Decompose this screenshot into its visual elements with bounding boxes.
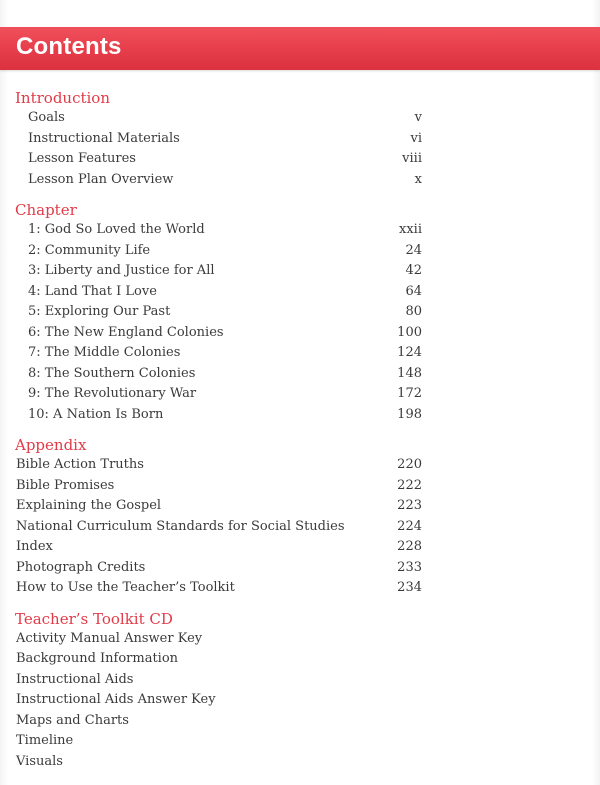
toc-entry	[0, 220, 600, 241]
entry-page: vi	[410, 130, 422, 146]
entry-page: 223	[397, 498, 422, 513]
entry-page: 148	[397, 365, 422, 381]
section-teachers-toolkit	[0, 609, 600, 773]
toc-entry	[0, 558, 600, 579]
entry-title: 3: Liberty and Justice for All	[28, 263, 215, 278]
toc-entry	[0, 384, 600, 405]
entry-page: 124	[397, 345, 422, 360]
entry-title: Timeline	[16, 733, 74, 748]
entry-page: 228	[397, 539, 422, 554]
entry-title: 7: The Middle Colonies	[28, 345, 181, 360]
toc-entry	[0, 261, 600, 282]
table-of-contents	[0, 88, 600, 772]
entry-title: 1: God So Loved the World	[28, 222, 205, 237]
entry-title: 5: Exploring Our Past	[28, 304, 171, 319]
entry-page: 42	[405, 263, 422, 278]
toc-entry	[0, 537, 600, 558]
entry-title: 8: The Southern Colonies	[28, 365, 196, 381]
entry-title: Visuals	[16, 753, 63, 769]
entry-page: 234	[397, 580, 422, 595]
toc-entry	[0, 129, 600, 150]
entry-page: xxii	[399, 222, 422, 237]
toc-entry	[0, 455, 600, 476]
entry-title: Background Information	[16, 651, 179, 666]
toc-entry	[0, 170, 600, 191]
introduction-list	[0, 108, 600, 190]
entry-page: 224	[397, 518, 422, 534]
toc-entry	[0, 149, 600, 170]
toc-entry	[0, 711, 600, 732]
entry-page: x	[414, 171, 422, 187]
entry-title: Photograph Credits	[16, 559, 146, 575]
toc-entry	[0, 302, 600, 323]
entry-title: Goals	[28, 110, 65, 125]
contents-banner	[0, 27, 600, 70]
section-heading-chapter: Chapter	[15, 201, 77, 219]
toc-entry	[0, 405, 600, 426]
section-appendix	[0, 435, 600, 599]
page-title: Contents	[16, 33, 122, 60]
entry-page: viii	[402, 151, 422, 166]
entry-page: 100	[397, 324, 422, 340]
section-introduction	[0, 88, 600, 190]
toc-entry	[0, 108, 600, 129]
entry-page: 222	[397, 477, 422, 493]
entry-page: 172	[397, 386, 422, 401]
entry-title: National Curriculum Standards for Social Studies	[16, 518, 345, 534]
entry-title: 9: The Revolutionary War	[28, 386, 197, 401]
entry-title: 4: Land That I Love	[28, 283, 157, 299]
toolkit-list	[0, 629, 600, 773]
entry-page: 80	[405, 304, 422, 319]
section-chapter	[0, 200, 600, 425]
toc-entry	[0, 649, 600, 670]
entry-page: 198	[397, 406, 422, 422]
entry-page: v	[414, 110, 422, 125]
toc-entry	[0, 690, 600, 711]
entry-title: How to Use the Teacher’s Toolkit	[16, 580, 235, 595]
entry-title: Index	[16, 539, 53, 554]
toc-entry	[0, 476, 600, 497]
entry-title: 2: Community Life	[28, 242, 151, 258]
toc-entry	[0, 578, 600, 599]
entry-title: Lesson Features	[28, 151, 136, 166]
toc-entry	[0, 752, 600, 773]
toc-entry	[0, 282, 600, 303]
entry-title: Activity Manual Answer Key	[16, 630, 203, 646]
toc-entry	[0, 241, 600, 262]
entry-title: 10: A Nation Is Born	[28, 406, 164, 422]
toc-entry	[0, 629, 600, 650]
toc-entry	[0, 343, 600, 364]
toc-entry	[0, 670, 600, 691]
appendix-list	[0, 455, 600, 599]
entry-title: Lesson Plan Overview	[28, 171, 174, 187]
toc-entry	[0, 323, 600, 344]
entry-page: 64	[405, 283, 422, 299]
entry-title: Instructional Aids Answer Key	[16, 692, 216, 707]
toc-entry	[0, 496, 600, 517]
entry-title: Maps and Charts	[16, 712, 129, 728]
entry-title: Bible Promises	[16, 477, 115, 493]
entry-title: Bible Action Truths	[16, 457, 144, 472]
section-heading-appendix: Appendix	[15, 436, 87, 454]
entry-title: Explaining the Gospel	[16, 498, 162, 513]
section-heading-toolkit: Teacher’s Toolkit CD	[15, 609, 173, 628]
entry-page: 24	[405, 242, 422, 258]
entry-page: 233	[397, 559, 422, 575]
entry-title: 6: The New England Colonies	[28, 324, 224, 340]
toc-entry	[0, 731, 600, 752]
toc-entry	[0, 517, 600, 538]
section-heading-introduction: Introduction	[15, 89, 110, 107]
entry-title: Instructional Aids	[16, 671, 134, 687]
toc-entry	[0, 364, 600, 385]
entry-page: 220	[397, 457, 422, 472]
chapter-list	[0, 220, 600, 425]
entry-title: Instructional Materials	[28, 130, 180, 146]
